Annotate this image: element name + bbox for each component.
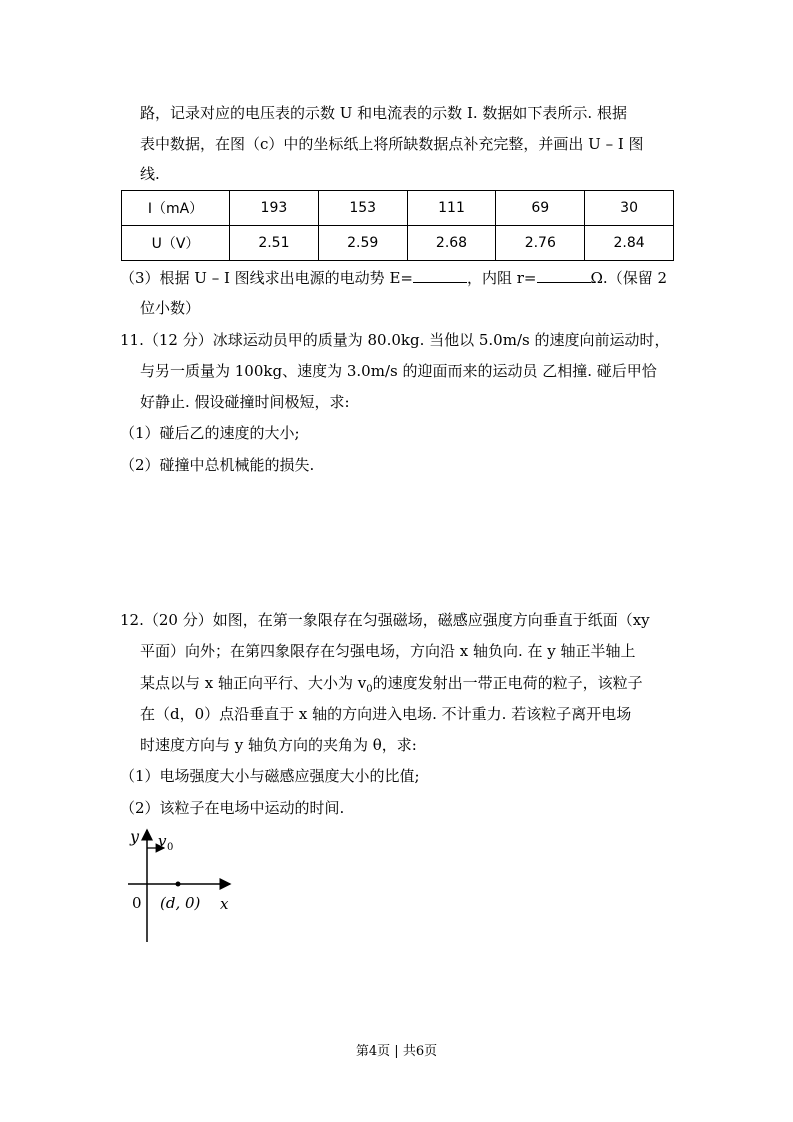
q11-line-3: 好静止. 假设碰撞时间极短，求: (140, 393, 350, 411)
table-cell: 2.84 (585, 226, 674, 261)
table-cell: 30 (585, 191, 674, 226)
q12-line-1: 12.（20 分）如图，在第一象限存在匀强磁场，磁感应强度方向垂直于纸面（xy (120, 611, 650, 629)
table-cell: 153 (318, 191, 407, 226)
q12-line-3 (140, 673, 643, 700)
q10-part3-text-a: （3）根据 U – I 图线求出电源的电动势 E= (120, 269, 413, 287)
x-label: x (220, 895, 229, 913)
q11-sub-2: （2）碰撞中总机械能的损失. (120, 456, 315, 474)
table-cell: 2.51 (230, 226, 319, 261)
table-cell: 69 (496, 191, 585, 226)
resistance-blank (537, 268, 591, 283)
q10-part3-text-c: Ω.（保留 2 (590, 269, 668, 287)
q11-line-2: 与另一质量为 100kg、速度为 3.0m/s 的迎面而来的运动员 乙相撞. 碰后甲恰 (140, 362, 657, 380)
q12-line-5: 时速度方向与 y 轴负方向的夹角为 θ，求: (140, 736, 417, 754)
q11-sub-1: （1）碰后乙的速度的大小; (120, 424, 300, 442)
q10-part3-line (120, 268, 667, 288)
q12-line-3-b: 的速度发射出一带正电荷的粒子，该粒子 (372, 674, 643, 692)
table-cell: 111 (407, 191, 496, 226)
q12-v0-subscript: 0 (366, 684, 373, 695)
q12-line-3-a: 某点以与 x 轴正向平行、大小为 v (140, 674, 367, 692)
q10-part3-text-b: ，内阻 r= (466, 269, 537, 287)
table-cell: 2.68 (407, 226, 496, 261)
point-label: (d, 0) (160, 894, 201, 912)
table-cell: 2.76 (496, 226, 585, 261)
q12-sub-2: （2）该粒子在电场中运动的时间. (120, 799, 345, 817)
data-table (121, 190, 674, 261)
table-cell: 2.59 (318, 226, 407, 261)
table-cell: 193 (230, 191, 319, 226)
v-label: v (158, 832, 167, 850)
point-d (176, 882, 181, 887)
table-row-voltage (122, 226, 674, 261)
page-footer: 第4页 | 共6页 (355, 1044, 438, 1059)
origin-label: 0 (132, 894, 142, 912)
v-subscript: 0 (167, 842, 174, 853)
intro-line-3: 线. (140, 165, 160, 183)
q11-line-1: 11.（12 分）冰球运动员甲的质量为 80.0kg. 当他以 5.0m/s 的速度向前运动时， (120, 331, 670, 349)
q12-line-4: 在（d，0）点沿垂直于 x 轴的方向进入电场. 不计重力. 若该粒子离开电场 (140, 705, 632, 723)
q12-line-2: 平面）向外；在第四象限存在匀强电场，方向沿 x 轴负向. 在 y 轴正半轴上 (140, 642, 636, 660)
table-row-current (122, 191, 674, 226)
q10-part3-line-2: 位小数） (140, 299, 201, 317)
q12-sub-1: （1）电场强度大小与磁感应强度大小的比值; (120, 767, 420, 785)
intro-line-1: 路，记录对应的电压表的示数 U 和电流表的示数 I. 数据如下表所示. 根据 (140, 104, 627, 122)
table-cell: U（V） (122, 226, 230, 261)
intro-line-2: 表中数据，在图（c）中的坐标纸上将所缺数据点补充完整，并画出 U – I 图 (140, 135, 644, 153)
y-label: y (130, 827, 140, 846)
emf-blank (413, 268, 467, 283)
table-cell: I（mA） (122, 191, 230, 226)
coordinate-figure (118, 822, 248, 947)
